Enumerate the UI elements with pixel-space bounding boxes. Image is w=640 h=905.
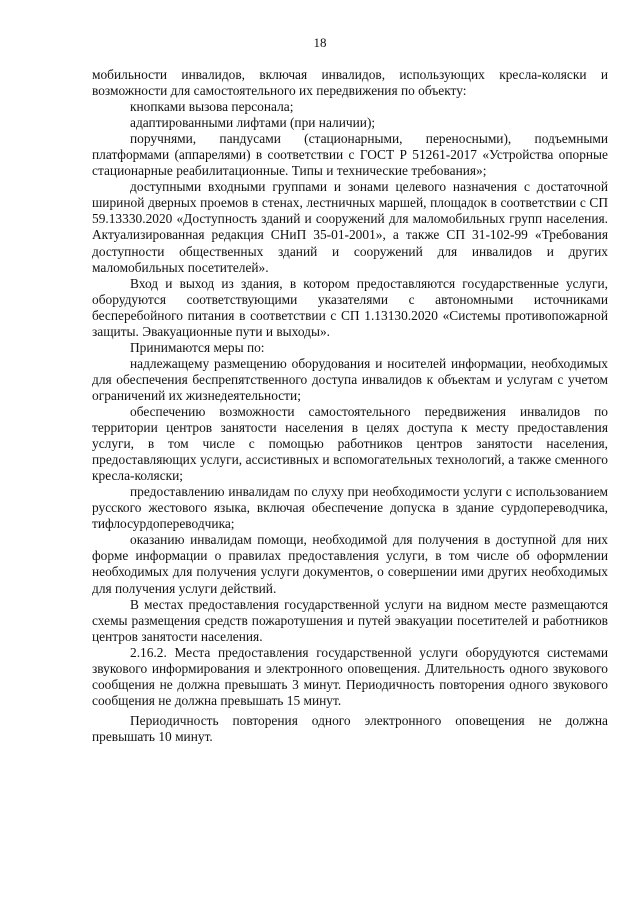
list-item-equipment-placement: надлежащему размещению оборудования и носителей информации, необходимых для обеспечения беспрепятственного доступа инвалидов к объектам и услугам с учетом ограничений их жизнедеятельности; [92, 355, 608, 403]
list-item-call-buttons: кнопками вызова персонала; [130, 99, 294, 115]
page-number: 18 [313, 35, 327, 50]
list-item-elevators: адаптированными лифтами (при наличии); [130, 115, 376, 131]
list-item-entrance-groups: доступными входными группами и зонами целевого назначения с достаточной шириной дверных проемов в стенах, лестничных маршей, площадок в соответствии с СП 59.13330.2020 «Доступность зданий и сооружений для маломобильных групп населения. Актуализированная редакция СНиП 35-01-2001», а также СП 31-102-99 «Требования доступности общественных зданий и сооружений для инвалидов и других маломобильных посетителей». [92, 179, 608, 275]
document-body [92, 67, 608, 745]
paragraph-measures-intro: Принимаются меры по: [130, 339, 265, 355]
list-item-handrails-ramps: поручнями, пандусами (стационарными, переносными), подъемными платформами (аппарелями) в соответствии с ГОСТ Р 51261-2017 «Устройства опорные стационарные реабилитационные. Типы и технические требования»; [92, 131, 608, 179]
paragraph-evacuation-schemes: В местах предоставления государственной услуги на видном месте размещаются схемы размещения средств пожаротушения и путей эвакуации посетителей и работников центров занятости населения. [92, 596, 608, 644]
paragraph-electronic-alert: Периодичность повторения одного электронного оповещения не должна превышать 10 минут. [92, 712, 608, 744]
paragraph-continuation: мобильности инвалидов, включая инвалидов, использующих кресла-коляски и возможности для самостоятельного их передвижения по объекту: [92, 67, 608, 99]
paragraph-entrance-exit: Вход и выход из здания, в котором предоставляются государственные услуги, оборудуются соответствующими указателями с автономными источниками бесперебойного питания в соответствии с СП 1.13130.2020 «Системы противопожарной защиты. Эвакуационные пути и выходы». [92, 275, 608, 339]
list-item-assistance: оказанию инвалидам помощи, необходимой для получения в доступной для них форме информации о правилах предоставления услуги, в том числе об оформлении необходимых для получения услуги документов, о совершении ими других необходимых для получения услуги действий. [92, 532, 608, 596]
list-item-sign-language: предоставлению инвалидам по слуху при необходимости услуги с использованием русского жестового языка, включая обеспечение допуска в здание сурдопереводчика, тифлосурдопереводчика; [92, 484, 608, 532]
paragraph-section-2-16-2: 2.16.2. Места предоставления государственной услуги оборудуются системами звукового информирования и электронного оповещения. Длительность одного звукового сообщения не должна превышать 3 минут. Периодичность повторения одного звукового сообщения не должна превышать 15 минут. [92, 644, 608, 708]
list-item-independent-movement: обеспечению возможности самостоятельного передвижения инвалидов по территории центров занятости населения в целях доступа к месту предоставления услуги, в том числе с помощью работников центров занятости населения, предоставляющих услуги, ассистивных и вспомогательных технологий, а также сменного кресла-коляски; [92, 403, 608, 484]
